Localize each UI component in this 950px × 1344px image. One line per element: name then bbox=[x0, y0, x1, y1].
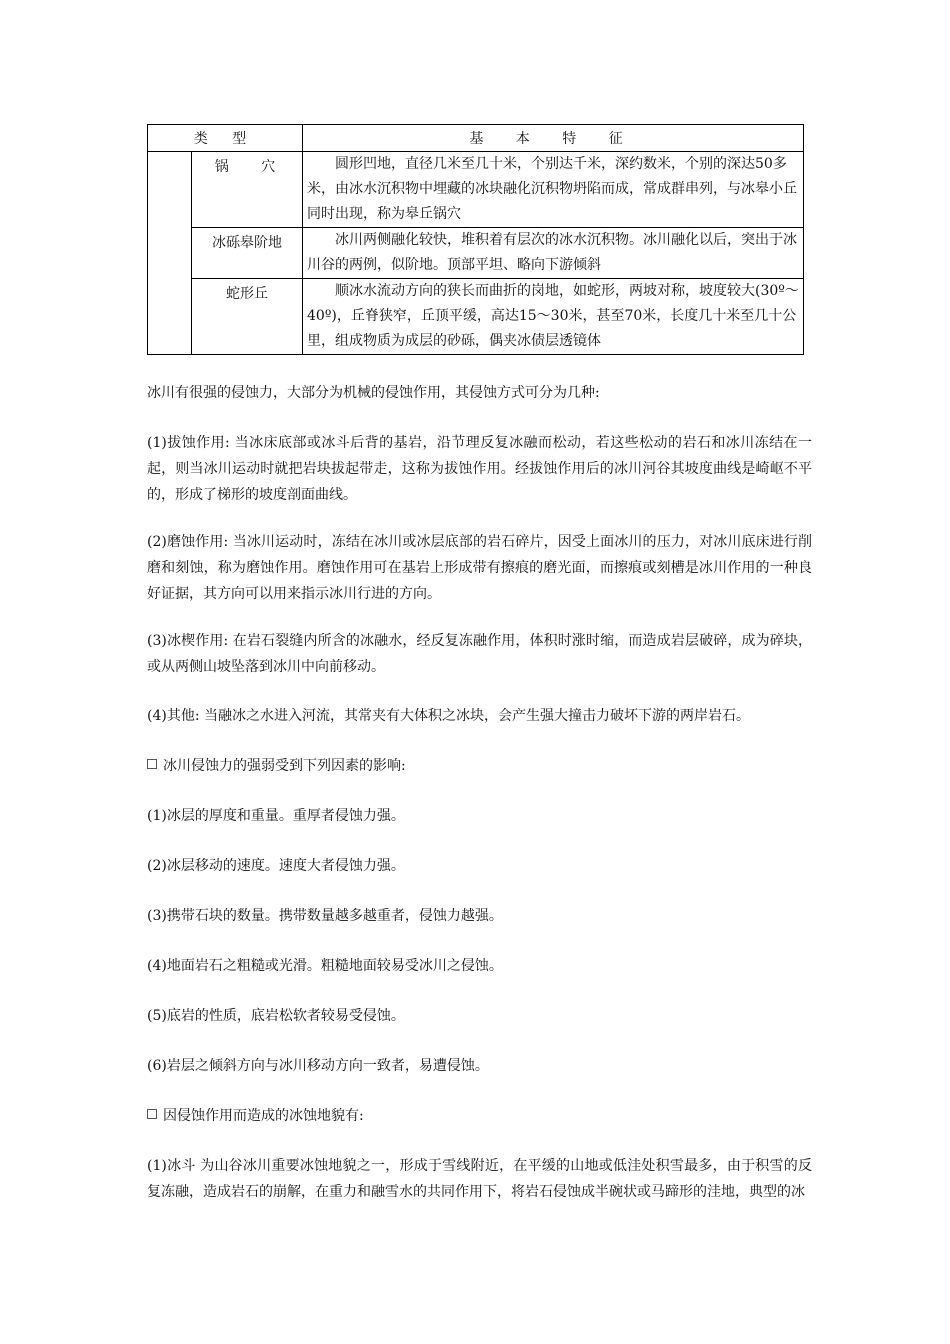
landforms-heading bbox=[147, 1103, 812, 1129]
factors-heading bbox=[147, 753, 812, 779]
plucking-paragraph: (1)拔蚀作用: 当冰床底部或冰斗后背的基岩，沿节理反复冰融而松动，若这些松动的岩石和冰川冻结在一起，则当冰川运动时就把岩块拔起带走，这称为拔蚀作用。经拔蚀作用后的冰川河谷其坡度曲线是崎岖不平的，形成了梯形的坡度剖面曲线。 bbox=[147, 435, 812, 503]
type-name: 冰砾皋阶地 bbox=[192, 228, 303, 279]
factor-item: (4)地面岩石之粗糙或光滑。粗糙地面较易受冰川之侵蚀。 bbox=[147, 958, 503, 974]
bullet-square-icon bbox=[147, 1109, 157, 1119]
table-header-row bbox=[148, 125, 804, 152]
factor-item: (1)冰层的厚度和重量。重厚者侵蚀力强。 bbox=[147, 808, 405, 824]
factor-item: (2)冰层移动的速度。速度大者侵蚀力强。 bbox=[147, 858, 405, 874]
factor-item: (6)岩层之倾斜方向与冰川移动方向一致者，易遭侵蚀。 bbox=[147, 1058, 489, 1074]
category-cell bbox=[148, 152, 192, 355]
factor-item: (5)底岩的性质，底岩松软者较易受侵蚀。 bbox=[147, 1008, 405, 1024]
frost-wedging-paragraph: (3)冰楔作用: 在岩石裂缝内所含的冰融水，经反复冻融作用，体积时涨时缩，而造成岩层破碎，成为碎块，或从两侧山坡坠落到冰川中向前移动。 bbox=[147, 633, 812, 675]
factor-item: (3)携带石块的数量。携带数量越多越重者，侵蚀力越强。 bbox=[147, 908, 503, 924]
header-feature: 基 本 特 征 bbox=[303, 125, 804, 152]
table-row bbox=[148, 279, 804, 355]
bullet-square-icon bbox=[147, 759, 157, 769]
intro-paragraph: 冰川有很强的侵蚀力，大部分为机械的侵蚀作用，其侵蚀方式可分为几种: bbox=[147, 385, 600, 401]
type-name: 锅 穴 bbox=[192, 152, 303, 228]
table-row bbox=[148, 152, 804, 228]
header-type: 类 型 bbox=[148, 125, 303, 152]
factors-heading-text: 冰川侵蚀力的强弱受到下列因素的影响: bbox=[163, 758, 406, 774]
glacial-landform-table bbox=[147, 124, 804, 355]
cirque-paragraph: (1)冰斗 为山谷冰川重要冰蚀地貌之一，形成于雪线附近，在平缓的山地或低洼处积雪最多，由于积雪的反复冻融，造成岩石的崩解，在重力和融雪水的共同作用下，将岩石侵蚀成半碗状或马蹄形的洼地，典型的冰 bbox=[147, 1158, 812, 1200]
type-description: 顺冰水流动方向的狭长而曲折的岗地，如蛇形，两坡对称，坡度较大(30º～40º)，丘脊狭窄，丘顶平缓，高达15～30米，甚至70米，长度几十米至几十公里，组成物质为成层的砂砾，偶夹冰债层透镜体 bbox=[303, 279, 804, 355]
abrasion-paragraph: (2)磨蚀作用: 当冰川运动时，冻结在冰川或冰层底部的岩石碎片，因受上面冰川的压力，对冰川底床进行削磨和刻蚀，称为磨蚀作用。磨蚀作用可在基岩上形成带有擦痕的磨光面，而擦痕或刻槽是冰川作用的一种良好证据，其方向可以用来指示冰川行进的方向。 bbox=[147, 534, 812, 602]
type-description: 冰川两侧融化较快，堆积着有层次的冰水沉积物。冰川融化以后，突出于冰川谷的两例，似阶地。顶部平坦、略向下游倾斜 bbox=[303, 228, 804, 279]
other-paragraph: (4)其他: 当融冰之水进入河流，其常夹有大体积之冰块，会产生强大撞击力破坏下游的两岸岩石。 bbox=[147, 708, 750, 724]
table-row bbox=[148, 228, 804, 279]
landforms-heading-text: 因侵蚀作用而造成的冰蚀地貌有: bbox=[163, 1108, 364, 1124]
type-name: 蛇形丘 bbox=[192, 279, 303, 355]
type-description: 圆形凹地，直径几米至几十米，个别达千米，深约数米，个别的深达50多米，由冰水沉积物中埋藏的冰块融化沉积物坍陷而成，常成群串列，与冰皋小丘同时出现，称为皋丘锅穴 bbox=[303, 152, 804, 228]
